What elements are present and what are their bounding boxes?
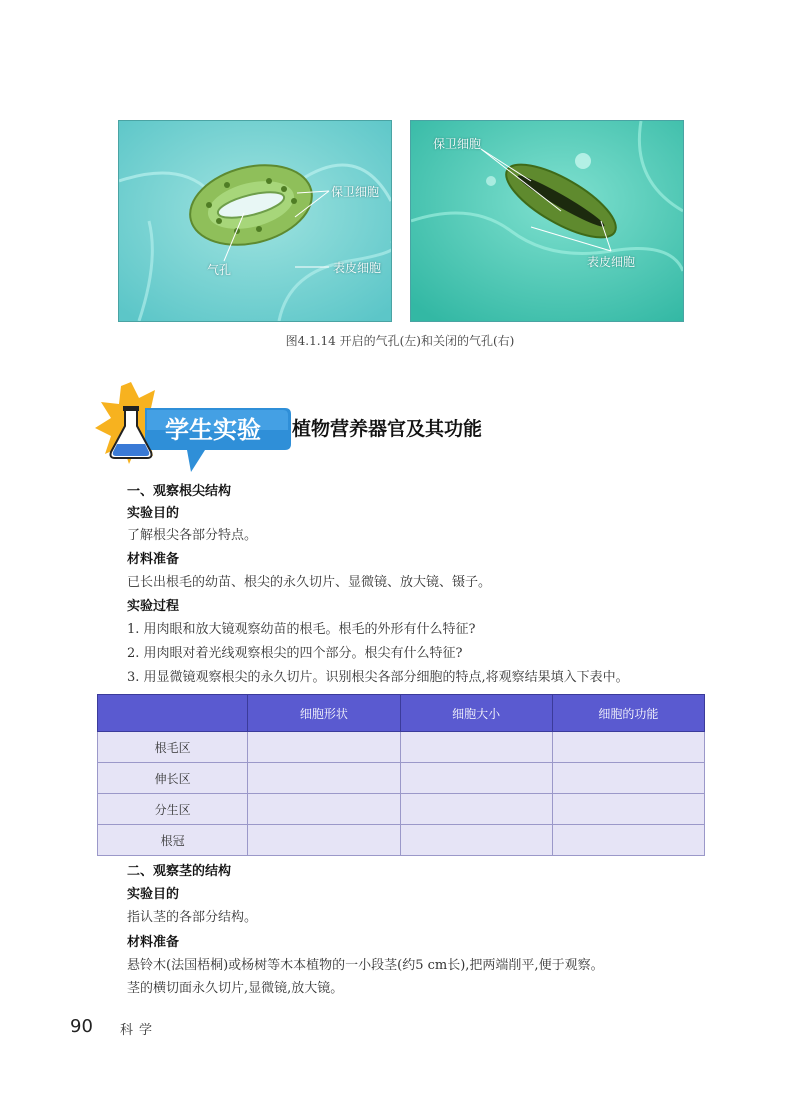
table-cell[interactable] [400, 825, 552, 856]
part2-purpose-heading: 实验目的 [127, 887, 180, 902]
table-row [98, 763, 705, 794]
table-header-function: 细胞的功能 [552, 695, 704, 732]
table-cell[interactable] [248, 732, 400, 763]
part1-process-heading: 实验过程 [127, 599, 180, 614]
table-cell[interactable] [248, 825, 400, 856]
subject-label: 科学 [120, 1023, 159, 1038]
table-cell[interactable] [248, 794, 400, 825]
row-label-elongation-zone: 伸长区 [98, 763, 248, 794]
label-epidermal-cell-right: 表皮细胞 [587, 255, 636, 269]
step-2: 2. 用肉眼对着光线观察根尖的四个部分。根尖有什么特征? [127, 646, 463, 661]
step-3: 3. 用显微镜观察根尖的永久切片。识别根尖各部分细胞的特点,将观察结果填入下表中。 [127, 670, 629, 685]
label-guard-cell-left: 保卫细胞 [331, 185, 380, 199]
step-1: 1. 用肉眼和放大镜观察幼苗的根毛。根毛的外形有什么特征? [127, 622, 476, 637]
part2-materials-line-2: 茎的横切面永久切片,显微镜,放大镜。 [127, 981, 344, 996]
student-experiment-badge [95, 380, 295, 475]
table-cell[interactable] [552, 732, 704, 763]
table-cell[interactable] [400, 794, 552, 825]
part2-materials-line-1: 悬铃木(法国梧桐)或杨树等木本植物的一小段茎(约5 cm长),把两端削平,便于观察。 [127, 958, 604, 973]
table-cell[interactable] [552, 763, 704, 794]
table-header-blank [98, 695, 248, 732]
part1-materials-heading: 材料准备 [127, 552, 180, 567]
table-cell[interactable] [552, 794, 704, 825]
figure-closed-stoma [410, 120, 684, 322]
table-cell[interactable] [400, 732, 552, 763]
table-cell[interactable] [400, 763, 552, 794]
page-number: 90 [70, 1016, 93, 1037]
table-row [98, 825, 705, 856]
row-label-root-cap: 根冠 [98, 825, 248, 856]
table-cell[interactable] [248, 763, 400, 794]
figure-open-stoma [118, 120, 392, 322]
label-stoma-left: 气孔 [207, 263, 232, 277]
section-title: 植物营养器官及其功能 [292, 418, 483, 440]
observation-table [97, 694, 705, 856]
open-stoma-micrograph [119, 121, 391, 321]
part1-purpose-heading: 实验目的 [127, 506, 180, 521]
table-header-size: 细胞大小 [400, 695, 552, 732]
part2-heading: 二、观察茎的结构 [127, 864, 232, 879]
label-guard-cell-right: 保卫细胞 [433, 137, 482, 151]
table-header-shape: 细胞形状 [248, 695, 400, 732]
figure-caption: 图4.1.14 开启的气孔(左)和关闭的气孔(右) [285, 334, 515, 348]
table-cell[interactable] [552, 825, 704, 856]
table-row [98, 794, 705, 825]
part2-materials-heading: 材料准备 [127, 935, 180, 950]
table-row [98, 732, 705, 763]
label-epidermal-cell-left: 表皮细胞 [333, 261, 382, 275]
row-label-root-hair-zone: 根毛区 [98, 732, 248, 763]
part2-purpose-text: 指认茎的各部分结构。 [127, 910, 258, 925]
part1-materials-text: 已长出根毛的幼苗、根尖的永久切片、显微镜、放大镜、镊子。 [127, 575, 492, 590]
row-label-meristem-zone: 分生区 [98, 794, 248, 825]
table-header-row [98, 695, 705, 732]
part1-heading: 一、观察根尖结构 [127, 484, 232, 499]
part1-purpose-text: 了解根尖各部分特点。 [127, 528, 258, 543]
badge-label: 学生实验 [165, 417, 261, 444]
